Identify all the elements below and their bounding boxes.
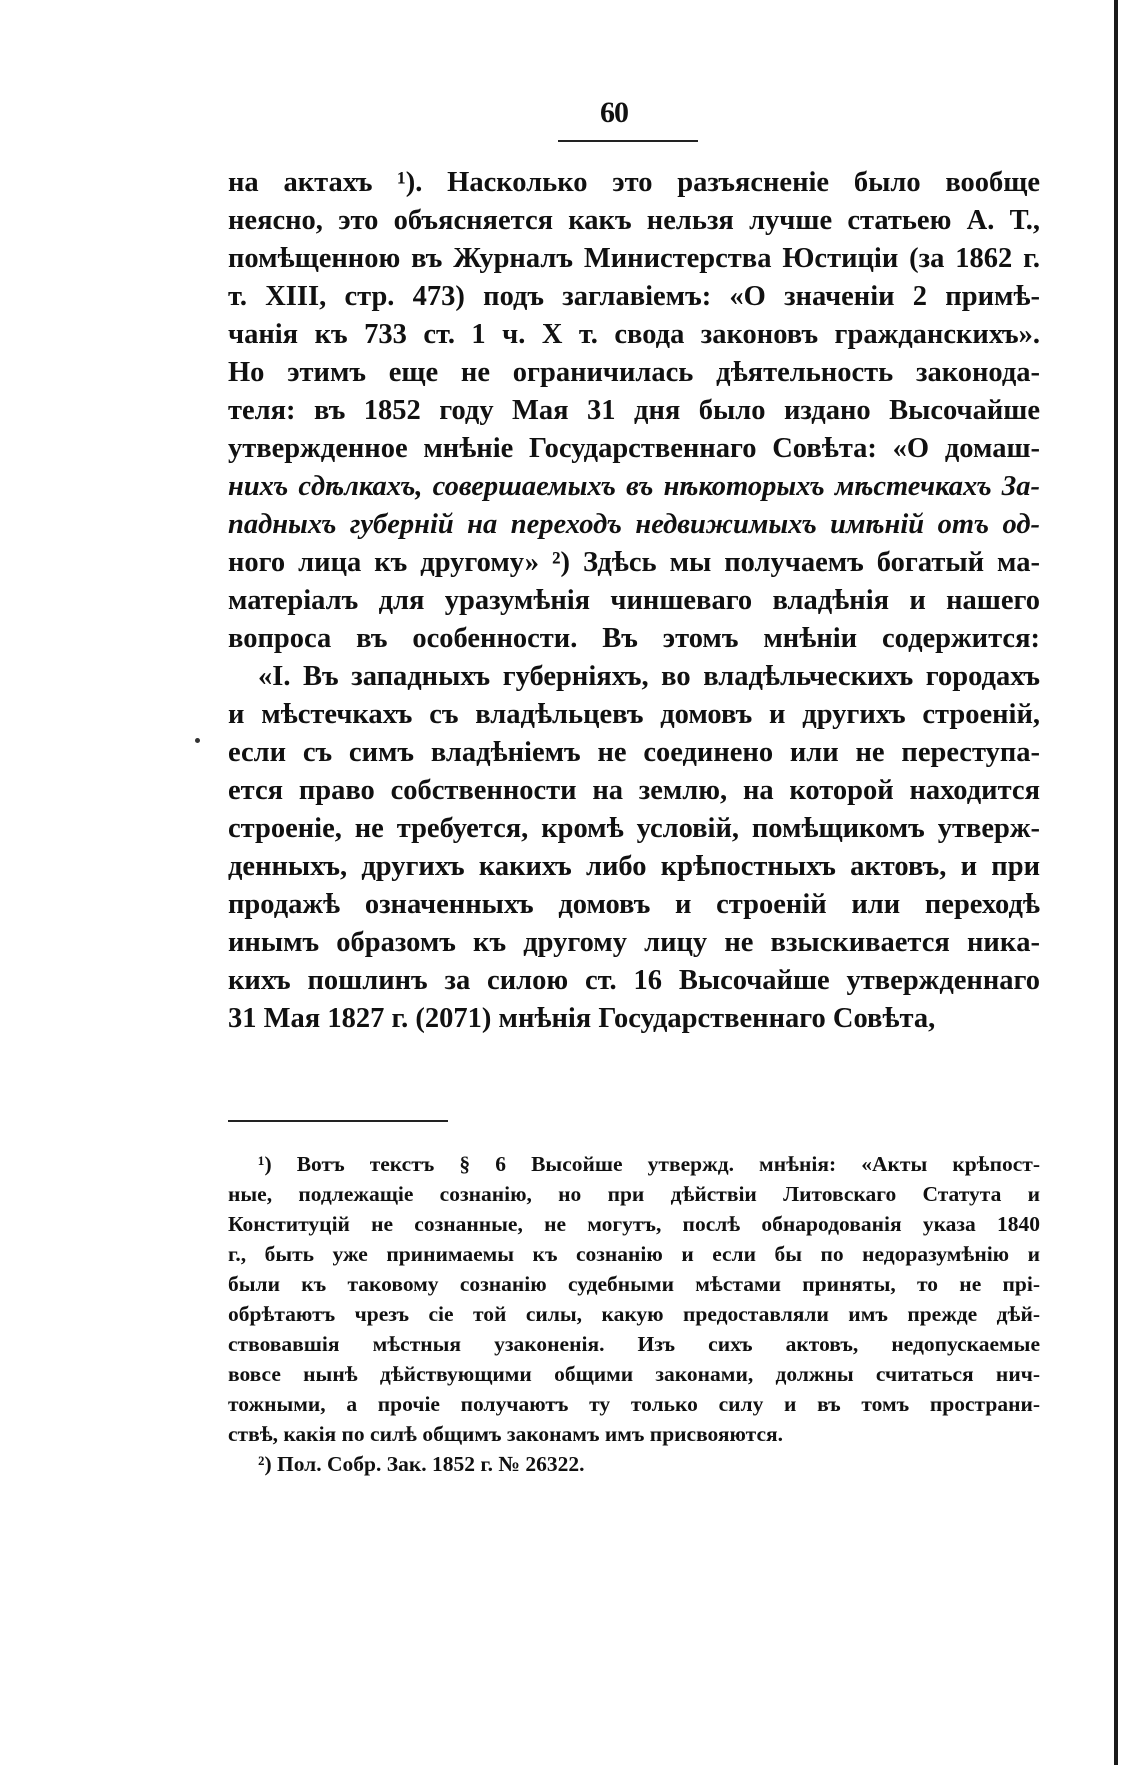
text-line: т. XIII, стр. 473) подъ заглавіемъ: «О значеніи 2 примѣ- [228, 281, 1040, 312]
text-line: и мѣстечкахъ съ владѣльцевъ домовъ и другихъ строеній, [228, 699, 1040, 730]
footnote-line: ствовавшія мѣстныя узаконенія. Изъ сихъ актовъ, недопускаемые [228, 1332, 1040, 1356]
text-line: падныхъ губерній на переходъ недвижимыхъ имѣній отъ од- [228, 509, 1040, 540]
text-line: на актахъ ¹). Насколько это разъясненіе было вообще [228, 167, 1040, 198]
text-line: неясно, это объясняется какъ нельзя лучше статьею А. Т., [228, 205, 1040, 236]
text-line: чанія къ 733 ст. 1 ч. X т. свода законовъ гражданскихъ». [228, 319, 1040, 350]
text-line: нихъ сдѣлкахъ, совершаемыхъ въ нѣкоторыхъ мѣстечкахъ За- [228, 471, 1040, 502]
text-line: продажѣ означенныхъ домовъ и строеній или переходѣ [228, 889, 1040, 920]
text-line: ного лица къ другому» ²) Здѣсь мы получаемъ богатый ма- [228, 547, 1040, 578]
margin-mark [195, 738, 200, 743]
text-line: ется право собственности на землю, на которой находится [228, 775, 1040, 806]
text-line: утвержденное мнѣніе Государственнаго Совѣта: «О домаш- [228, 433, 1040, 464]
text-line: матеріалъ для уразумѣнія чиншеваго владѣнія и нашего [228, 585, 1040, 616]
footnote-line: ²) Пол. Собр. Зак. 1852 г. № 26322. [258, 1452, 585, 1476]
page-edge-line [1114, 0, 1118, 1765]
footnote-line: ствѣ, какія по силѣ общимъ законамъ имъ присвояются. [228, 1422, 784, 1446]
footnote-line: Конституцій не сознанные, не могутъ, послѣ обнародованія указа 1840 [228, 1212, 1040, 1236]
footnote-line: тожными, а прочіе получаютъ ту только силу и въ томъ пространи- [228, 1392, 1040, 1416]
text-line: инымъ образомъ къ другому лицу не взыскивается никa- [228, 927, 1040, 958]
footnote-line: ¹) Вотъ текстъ § 6 Высойше утвержд. мнѣнія: «Акты крѣпост- [258, 1152, 1040, 1176]
footnote-line: г., быть уже принимаемы къ сознанію и если бы по недоразумѣнію и [228, 1242, 1040, 1266]
text-line: помѣщенною въ Журналъ Министерства Юстиціи (за 1862 г. [228, 243, 1040, 274]
text-line: Но этимъ еще не ограничилась дѣятельность законода- [228, 357, 1040, 388]
text-line: вопроса въ особенности. Въ этомъ мнѣніи содержится: [228, 623, 1040, 654]
page-number: 60 [600, 96, 628, 129]
text-line: если съ симъ владѣніемъ не соединено или не переступа- [228, 737, 1040, 768]
text-line: теля: въ 1852 году Мая 31 дня было издано Высочайше [228, 395, 1040, 426]
footnote-separator [228, 1120, 448, 1122]
text-line: «I. Въ западныхъ губерніяхъ, во владѣльческихъ городахъ [258, 661, 1040, 692]
page-number-rule [558, 140, 698, 142]
footnote-line: ные, подлежащіе сознанію, но при дѣйствіи Литовскаго Статута и [228, 1182, 1040, 1206]
footnote-line: обрѣтаютъ чрезъ сіе той силы, какую предоставляли имъ прежде дѣй- [228, 1302, 1040, 1326]
text-line: 31 Мая 1827 г. (2071) мнѣнія Государственнаго Совѣта, [228, 1003, 936, 1034]
text-line: кихъ пошлинъ за силою ст. 16 Высочайше утвержденнаго [228, 965, 1040, 996]
footnote-line: были къ таковому сознанію судебными мѣстами приняты, то не прі- [228, 1272, 1040, 1296]
text-line: денныхъ, другихъ какихъ либо крѣпостныхъ актовъ, и при [228, 851, 1040, 882]
text-line: строеніе, не требуется, кромѣ условій, помѣщикомъ утверж- [228, 813, 1040, 844]
footnote-line: вовсе нынѣ дѣйствующими общими законами, должны считаться нич- [228, 1362, 1040, 1386]
